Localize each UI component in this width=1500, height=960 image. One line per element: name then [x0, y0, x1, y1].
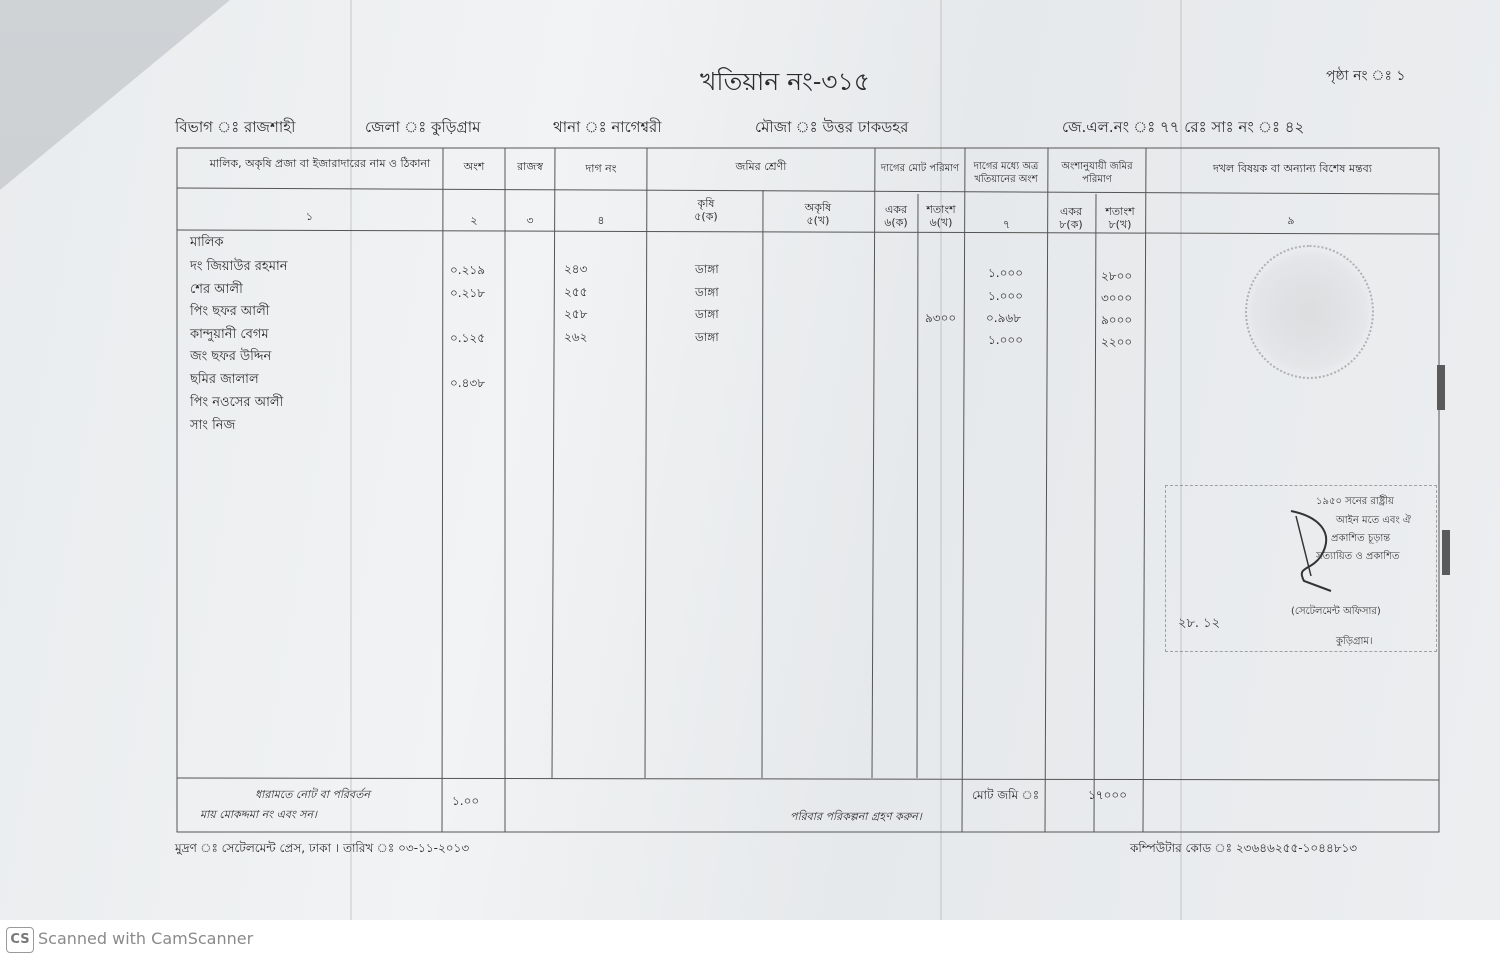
subheader-nonagri: অকৃষি ৫(খ) — [804, 201, 832, 227]
owner-line: সাং নিজ — [190, 418, 236, 433]
khatian-share: ০.৯৬৮ — [986, 311, 1021, 325]
column-number: ১ — [305, 210, 314, 223]
col-header-khatian-share: দাগের মধ্যে অত্র খতিয়ানের অংশ — [973, 161, 1039, 185]
share-value: ০.২১৯ — [450, 263, 485, 277]
cert-date: ২৮. ১২ — [1178, 616, 1221, 631]
share-land-shotangsho: ৯০০০ — [1101, 313, 1133, 327]
dag-number: ২৫৫ — [564, 285, 588, 299]
land-type: ডাঙ্গা — [695, 262, 719, 276]
column-number: ৭ — [1002, 218, 1011, 231]
column-number: ৪ — [597, 214, 605, 227]
khatian-title: খতিয়ান নং-৩১৫ — [700, 67, 871, 96]
col-header-share: অংশ — [463, 160, 485, 173]
cert-line: ১৯৫০ সনের রাষ্ট্রীয় — [1316, 496, 1394, 507]
total-land-value: ১৭০০০ — [1088, 788, 1127, 802]
cert-officer: (সেটেলমেন্ট অফিসার) — [1291, 606, 1381, 617]
col-header-owner: মালিক, অকৃষি প্রজা বা ইজারাদারের নাম ও ঠিকানা — [209, 157, 431, 170]
jl-number: জে.এল.নং ঃ ৭৭ রেঃ সাঃ নং ঃ ৪২ — [1062, 118, 1305, 136]
subheader-agri: কৃষি ৫(ক) — [694, 197, 718, 223]
camscanner-logo: CS — [6, 927, 34, 953]
col-header-remarks: দখল বিষয়ক বা অন্যান্য বিশেষ মন্তব্য — [1213, 162, 1372, 175]
col-header-land-class: জমির শ্রেণী — [735, 160, 787, 173]
col-header-share-land: অংশানুযায়ী জমির পরিমাণ — [1061, 161, 1133, 185]
binding-mark — [1437, 365, 1445, 410]
dag-number: ২৪৩ — [564, 262, 588, 276]
family-planning-note: পরিবার পরিকল্পনা গ্রহণ করুন। — [790, 810, 922, 823]
col-header-revenue: রাজস্ব — [517, 160, 543, 173]
binding-mark — [1442, 530, 1450, 575]
owner-line: মালিক — [190, 235, 224, 250]
owner-line: দং জিয়াউর রহমান — [190, 259, 288, 274]
footer-share-total: ১.০০ — [452, 794, 480, 808]
owner-line: জং ছফর উদ্দিন — [190, 349, 272, 364]
print-info: মুদ্রণ ঃ সেটেলমেন্ট প্রেস, ঢাকা । তারিখ ঃ ০৩-১১-২০১৩ — [175, 841, 470, 855]
share-land-shotangsho: ২২০০ — [1101, 335, 1133, 349]
owner-line: পিং নওসের আলী — [190, 395, 284, 410]
column-number: ২ — [470, 214, 478, 227]
subheader-shotangsho-6: শতাংশ ৬(খ) — [926, 203, 956, 229]
dag-number: ২৫৮ — [564, 307, 588, 321]
col-header-dag-total: দাগের মোট পরিমাণ — [880, 163, 960, 174]
cert-line: সত্যায়িত ও প্রকাশিত — [1316, 551, 1400, 562]
land-type: ডাঙ্গা — [695, 285, 719, 299]
thana: থানা ঃ নাগেশ্বরী — [553, 118, 662, 136]
column-number: ৩ — [526, 214, 534, 227]
camscanner-text: Scanned with CamScanner — [38, 929, 254, 948]
khatian-share: ১.০০০ — [988, 289, 1024, 303]
division: বিভাগ ঃ রাজশাহী — [175, 118, 296, 136]
share-value: ০.১২৫ — [450, 331, 485, 345]
cert-location: কুড়িগ্রাম। — [1336, 636, 1373, 647]
certification-stamp — [1165, 485, 1437, 652]
subheader-acre-6: একর ৬(ক) — [884, 203, 908, 229]
page-number: পৃষ্ঠা নং ঃ ১ — [1326, 68, 1406, 84]
owner-line: কান্দুয়ানী বেগম — [190, 327, 269, 342]
dag-total-shotangsho: ৯৩০০ — [925, 311, 957, 325]
col-header-dag: দাগ নং — [585, 162, 617, 175]
signature-mark — [1276, 506, 1366, 596]
khatian-share: ১.০০০ — [988, 266, 1024, 280]
footer-note-line1: ধারামতে নোট বা পরিবর্তন — [255, 788, 370, 801]
share-value: ০.৪৩৮ — [450, 376, 485, 390]
district: জেলা ঃ কুড়িগ্রাম — [365, 118, 481, 136]
column-number: ৯ — [1287, 214, 1295, 227]
land-type: ডাঙ্গা — [695, 330, 719, 344]
share-land-shotangsho: ২৮০০ — [1101, 269, 1133, 283]
dag-number: ২৬২ — [564, 330, 588, 344]
subheader-shotangsho-8: শতাংশ ৮(খ) — [1105, 205, 1135, 231]
computer-code: কম্পিউটার কোড ঃ ২৩৬৪৬২৫৫-১০৪৪৮১৩ — [1130, 841, 1358, 855]
round-seal — [1245, 245, 1374, 379]
owner-line: ছমির জালাল — [190, 372, 259, 387]
total-land-label: মোট জমি ঃ — [972, 788, 1040, 802]
cert-line: আইন মতে এবং ঐ — [1336, 515, 1411, 526]
share-land-shotangsho: ৩০০০ — [1101, 291, 1133, 305]
owner-line: পিং ছফর আলী — [190, 304, 270, 319]
land-type: ডাঙ্গা — [695, 307, 719, 321]
owner-line: শের আলী — [190, 282, 243, 297]
footer-note-line2: মায় মোকদ্দমা নং এবং সন। — [200, 808, 317, 821]
cert-line: প্রকাশিত চূড়ান্ত — [1331, 533, 1391, 544]
khatian-share: ১.০০০ — [988, 333, 1024, 347]
subheader-acre-8: একর ৮(ক) — [1059, 205, 1083, 231]
share-value: ০.২১৮ — [450, 286, 485, 300]
mouza: মৌজা ঃ উত্তর ঢাকডহর — [755, 118, 909, 136]
